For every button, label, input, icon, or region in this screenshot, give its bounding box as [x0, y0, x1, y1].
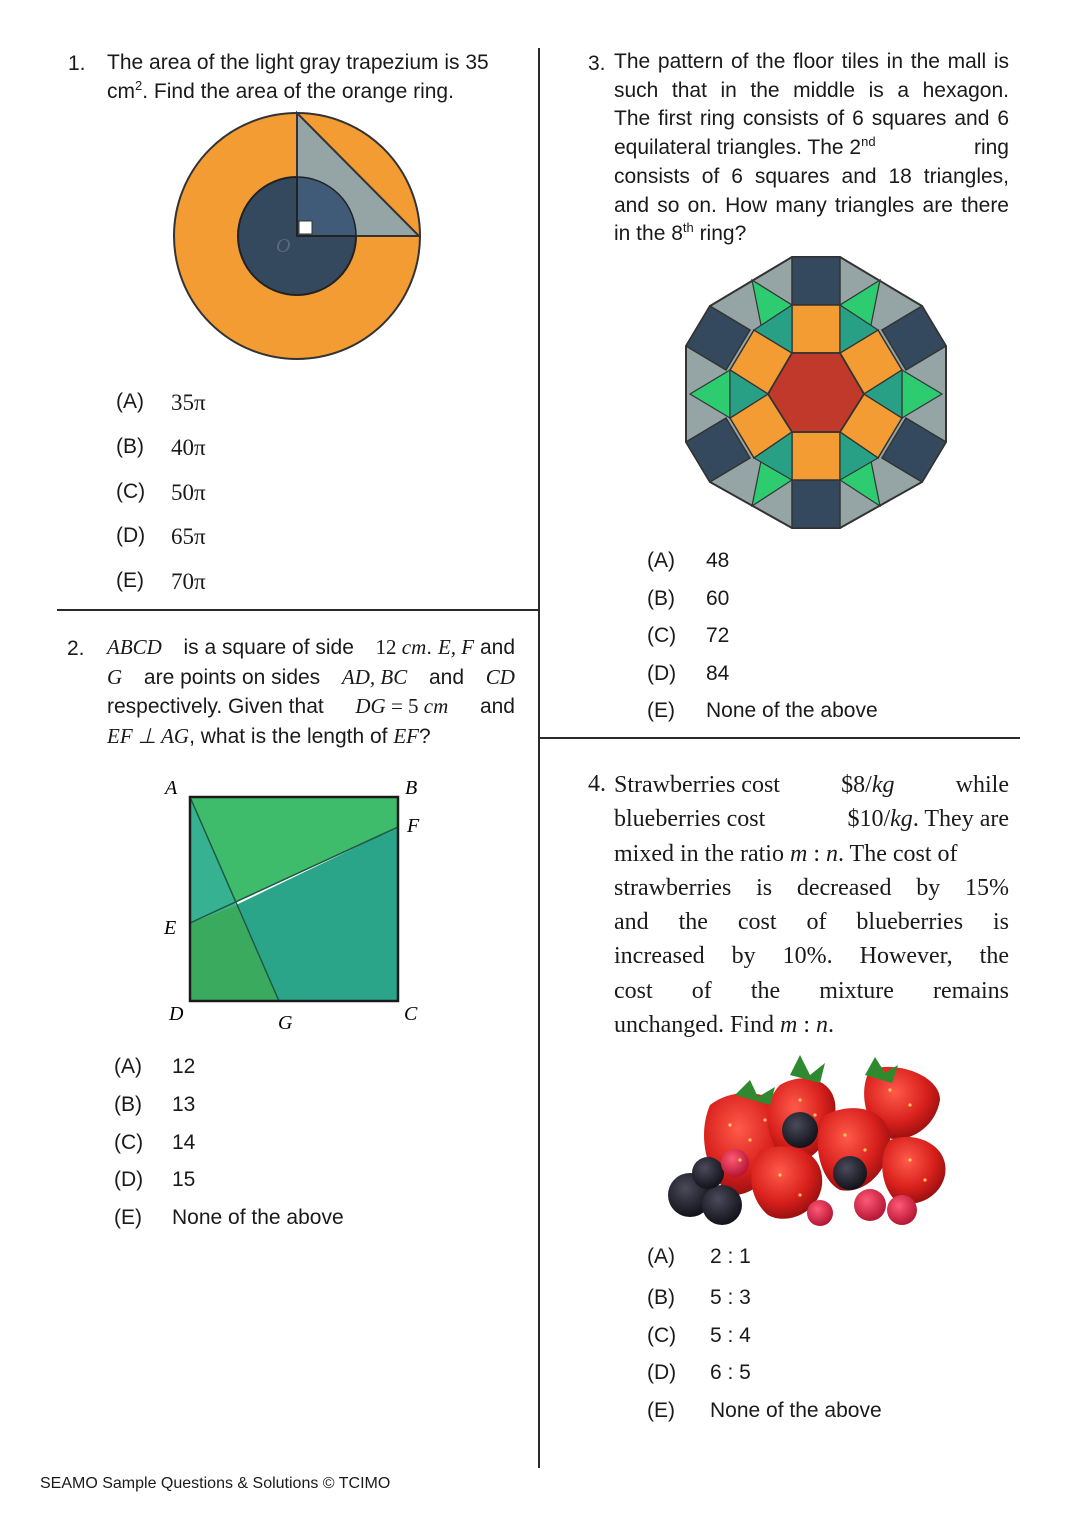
q2-option-b[interactable]: (B) 13 [114, 1093, 196, 1116]
dark-square [792, 480, 840, 528]
raspberry [807, 1200, 833, 1226]
label-c: C [404, 1003, 418, 1025]
question-3-number: 3. [588, 52, 606, 75]
label-f: F [407, 815, 420, 837]
q1-option-e[interactable]: (E) 70π [116, 569, 206, 594]
q4-option-c[interactable]: (C) 5 : 4 [647, 1324, 751, 1347]
page-footer: SEAMO Sample Questions & Solutions © TCIMO [40, 1475, 391, 1492]
q2-option-c[interactable]: (C) 14 [114, 1131, 196, 1154]
q2-option-a[interactable]: (A) 12 [114, 1055, 196, 1078]
q1-option-a[interactable]: (A) 35π [116, 390, 206, 415]
q2-option-e[interactable]: (E) None of the above [114, 1206, 344, 1229]
q4-option-b[interactable]: (B) 5 : 3 [647, 1286, 751, 1309]
question-1-text: The area of the light gray trapezium is 35 $cm^2$. Find the area of the orange ring. [107, 51, 489, 103]
tile-pattern-diagram [680, 252, 952, 532]
blackberry [782, 1112, 818, 1148]
label-b: B [405, 777, 418, 799]
orange-square [792, 432, 840, 480]
question-2-number: 2. [67, 637, 85, 660]
label-d: D [169, 1003, 184, 1025]
q3-option-e[interactable]: (E) None of the above [647, 699, 878, 722]
q3-option-a[interactable]: (A) 48 [647, 549, 730, 572]
orange-square [792, 305, 840, 353]
raspberry [887, 1195, 917, 1225]
q4-option-a[interactable]: (A) 2 : 1 [647, 1245, 751, 1268]
question-1-number: 1. [68, 52, 86, 75]
strawberry [882, 1137, 945, 1204]
q1-option-d[interactable]: (D) 65π [116, 524, 206, 549]
q4-option-e[interactable]: (E) None of the above [647, 1399, 882, 1422]
q3-option-b[interactable]: (B) 60 [647, 587, 730, 610]
q3-option-d[interactable]: (D) 84 [647, 662, 730, 685]
label-a: A [165, 777, 178, 799]
blackberry [692, 1157, 724, 1189]
blackberry [702, 1185, 742, 1225]
raspberry [854, 1189, 886, 1221]
label-g: G [278, 1012, 293, 1034]
question-2-text: ABCD is a square of side 12 cm. E, F and G are points on sides AD, BC and CD respectively. Given that DG = 5 cm and EF ⊥ AG, what is the length of EF? [107, 635, 515, 748]
q1-option-c[interactable]: (C) 50π [116, 480, 206, 505]
question-4-text: Strawberries cost $8/kg while blueberries cost $10/kg. They are mixed in the ratio m : n. The cost of strawberries is decreased by 15% and the cost of blueberries is increased by 10%. However, the cost of the mixture remains unchanged. Find m : n. [614, 772, 1009, 1039]
dark-square [792, 257, 840, 305]
ring-diagram [170, 108, 430, 364]
leaf [790, 1055, 825, 1083]
question-3-text: The pattern of the floor tiles in the mall is such that in the middle is a hexagon. The first ring consists of 6 squares and 6 equilateral triangles. The 2nd ring consists of 6 squares and 18 triangles, and so on. How many triangles are there in the 8th ring? [614, 50, 1009, 246]
question-4-number: 4. [588, 771, 606, 797]
left-section-divider [57, 609, 540, 611]
blackberry [833, 1156, 867, 1190]
raspberry [721, 1149, 749, 1177]
column-divider [538, 48, 540, 1468]
q1-option-b[interactable]: (B) 40π [116, 435, 206, 460]
right-angle-mark [299, 221, 312, 234]
q2-option-d[interactable]: (D) 15 [114, 1168, 196, 1191]
label-e: E [164, 917, 177, 939]
right-section-divider [540, 737, 1020, 739]
berries-image [640, 1045, 960, 1235]
square-diagram [155, 770, 435, 1040]
center-label: O [276, 235, 291, 257]
q4-option-d[interactable]: (D) 6 : 5 [647, 1361, 751, 1384]
q3-option-c[interactable]: (C) 72 [647, 624, 730, 647]
